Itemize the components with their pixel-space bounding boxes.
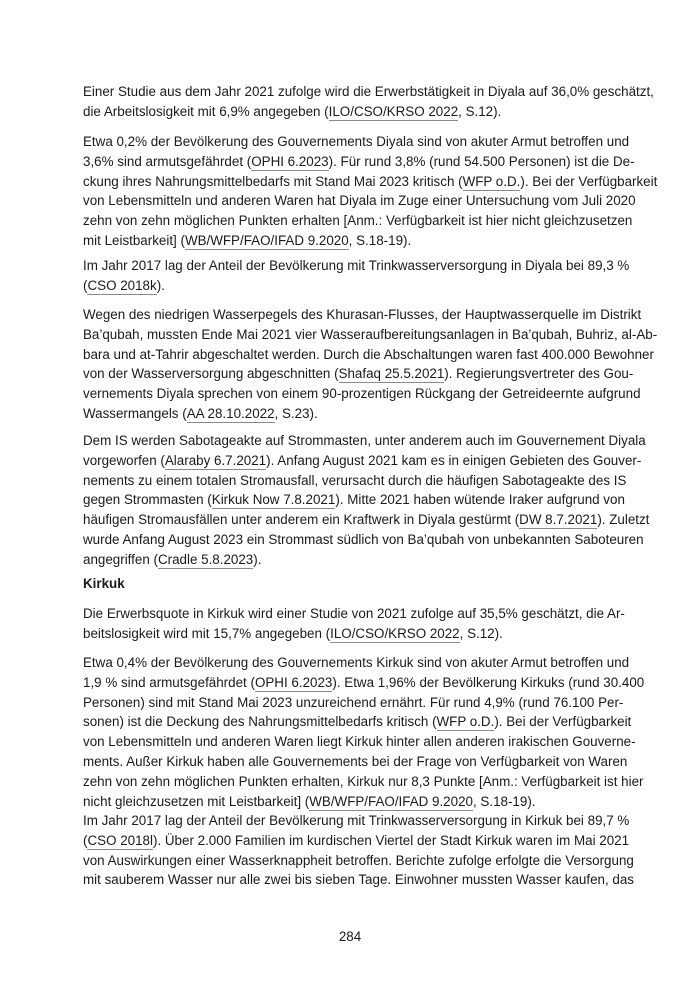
- text-line: bara und at-Tahrir abgeschaltet werden. Durch die Abschaltungen waren fast 400.000 Bewohner: [83, 346, 654, 362]
- text-line: zehn von zehn möglichen Punkten erhalten, Kirkuk nur 8,3 Punkte [Anm.: Verfügbarkeit ist hier: [83, 773, 644, 789]
- paragraph-kirkuk-poverty: [83, 653, 645, 811]
- citation-link[interactable]: ILO/CSO/KRSO 2022: [328, 103, 459, 119]
- text-line: ckung ihres Nahrungsmittelbedarfs mit Stand Mai 2023 kritisch (WFP o.D.). Bei der Verfügbarkeit: [83, 173, 658, 189]
- text-line: Etwa 0,4% der Bevölkerung des Gouvernements Kirkuk sind von akuter Armut betroffen und: [83, 655, 630, 670]
- text-line: gegen Strommasten (Kirkuk Now 7.8.2021). Mitte 2021 haben wütende Iraker aufgrund von: [83, 492, 625, 508]
- text-line: die Arbeitslosigkeit mit 6,9% angegeben (ILO/CSO/KRSO 2022, S.12).: [83, 103, 502, 119]
- text-line: Im Jahr 2017 lag der Anteil der Bevölkerung mit Trinkwasserversorgung in Kirkuk bei 89,7 %: [83, 813, 630, 828]
- paragraph-diyala-water: [83, 256, 630, 296]
- citation-link[interactable]: WB/WFP/FAO/IFAD 9.2020: [184, 232, 349, 248]
- text-line: (CSO 2018k).: [83, 277, 165, 293]
- citation-link[interactable]: DW 8.7.2021: [519, 512, 598, 528]
- paragraph-diyala-electricity: [83, 431, 650, 570]
- citation-link[interactable]: Cradle 5.8.2023: [157, 551, 254, 567]
- text-line: von Lebensmitteln und anderen Waren hat Diyala im Zuge einer Untersuchung vom Juli 2020: [83, 193, 636, 209]
- text-line: häufigen Stromausfällen unter anderem ein Kraftwerk in Diyala gestürmt (DW 8.7.2021). Zuletzt: [83, 512, 650, 528]
- text-line: von Lebensmitteln und anderen Waren liegt Kirkuk hinter allen anderen irakischen Gouverne-: [83, 734, 636, 750]
- paragraph-diyala-poverty: [83, 132, 658, 251]
- page-number: 284: [338, 929, 362, 944]
- citation-link[interactable]: AA 28.10.2022: [186, 405, 275, 421]
- paragraph-kirkuk-water: [83, 811, 635, 890]
- text-line: mit sauberem Wasser nur alle zwei bis sieben Tage. Einwohner mussten Wasser kaufen, das: [83, 872, 635, 888]
- text-line: ments. Außer Kirkuk haben alle Gouvernements bei der Frage von Verfügbarkeit von Waren: [83, 753, 628, 769]
- citation-link[interactable]: CSO 2018k: [87, 277, 157, 293]
- text-line: Etwa 0,2% der Bevölkerung des Gouvernements Diyala sind von akuter Armut betroffen und: [83, 134, 630, 149]
- text-line: nements zu einem totalen Stromausfall, verursacht durch die häufigen Sabotageakte des IS: [83, 472, 627, 488]
- citation-link[interactable]: WFP o.D.: [436, 714, 495, 730]
- citation-link[interactable]: WB/WFP/FAO/IFAD 9.2020: [309, 793, 473, 809]
- text-line: Ba’qubah, mussten Ende Mai 2021 vier Wasseraufbereitungsanlagen in Ba’qubah, Buhriz, al-Ab-: [83, 326, 658, 342]
- text-line: Einer Studie aus dem Jahr 2021 zufolge wird die Erwerbstätigkeit in Diyala auf 36,0% geschätzt,: [83, 84, 654, 99]
- citation-link[interactable]: WFP o.D.: [462, 173, 521, 189]
- text-line: vorgeworfen (Alaraby 6.7.2021). Anfang August 2021 kam es in einigen Gebieten des Gouver-: [83, 452, 642, 468]
- text-line: 1,9 % sind armutsgefährdet (OPHI 6.2023). Etwa 1,96% der Bevölkerung Kirkuks (rund 30.400: [83, 674, 645, 690]
- paragraph-diyala-employment: [83, 82, 654, 122]
- text-line: sonen) ist die Deckung des Nahrungsmittelbedarfs kritisch (WFP o.D.). Bei der Verfügbarkeit: [83, 714, 632, 730]
- paragraph-diyala-water-shortage: [83, 305, 658, 424]
- citation-link[interactable]: Alaraby 6.7.2021: [164, 452, 267, 468]
- text-line: mit Leistbarkeit] (WB/WFP/FAO/IFAD 9.2020, S.18-19).: [83, 232, 412, 248]
- text-line: angegriffen (Cradle 5.8.2023).: [83, 551, 262, 567]
- text-line: von Auswirkungen einer Wasserknappheit betroffen. Berichte zufolge erfolgte die Versorgung: [83, 852, 634, 868]
- text-line: Im Jahr 2017 lag der Anteil der Bevölkerung mit Trinkwasserversorgung in Diyala bei 89,3 %: [83, 258, 630, 273]
- paragraph-kirkuk-employment: [83, 604, 625, 644]
- text-line: vernements Diyala sprechen von einem 90-prozentigen Rückgang der Getreideernte aufgrund: [83, 386, 641, 402]
- citation-link[interactable]: ILO/CSO/KRSO 2022: [330, 625, 460, 641]
- text-line: 3,6% sind armutsgefährdet (OPHI 6.2023). Für rund 3,8% (rund 54.500 Personen) ist die De-: [83, 153, 635, 169]
- citation-link[interactable]: OPHI 6.2023: [251, 153, 329, 169]
- text-line: von der Wasserversorgung abgeschnitten (Shafaq 25.5.2021). Regierungsvertreter des Gou-: [83, 366, 634, 382]
- text-line: Die Erwerbsquote in Kirkuk wird einer Studie von 2021 zufolge auf 35,5% geschätzt, die Ar-: [83, 606, 625, 621]
- text-line: beitslosigkeit wird mit 15,7% angegeben (ILO/CSO/KRSO 2022, S.12).: [83, 625, 503, 641]
- text-line: wurde Anfang August 2023 ein Strommast südlich von Ba’qubah von unbekannten Saboteuren: [83, 531, 644, 547]
- citation-link[interactable]: CSO 2018l: [87, 832, 153, 848]
- citation-link[interactable]: OPHI 6.2023: [254, 674, 333, 690]
- text-line: Personen) sind mit Stand Mai 2023 unzureichend ernährt. Für rund 4,9% (rund 76.100 Per-: [83, 694, 624, 710]
- text-line: Wassermangels (AA 28.10.2022, S.23).: [83, 405, 318, 421]
- text-line: Wegen des niedrigen Wasserpegels des Khurasan-Flusses, der Hauptwasserquelle im Distrikt: [83, 307, 642, 322]
- text-line: Dem IS werden Sabotageakte auf Strommasten, unter anderem auch im Gouvernement Diyala: [83, 433, 646, 448]
- citation-link[interactable]: Kirkuk Now 7.8.2021: [211, 492, 336, 508]
- text-line: zehn von zehn möglichen Punkten erhalten [Anm.: Verfügbarkeit ist hier nicht gleichzusetzen: [83, 213, 633, 229]
- text-line: nicht gleichzusetzen mit Leistbarkeit] (WB/WFP/FAO/IFAD 9.2020, S.18-19).: [83, 793, 536, 809]
- section-heading: Kirkuk: [83, 576, 125, 591]
- text-line: (CSO 2018l). Über 2.000 Familien im kurdischen Viertel der Stadt Kirkuk waren im Mai 2021: [83, 832, 630, 848]
- citation-link[interactable]: Shafaq 25.5.2021: [338, 366, 445, 382]
